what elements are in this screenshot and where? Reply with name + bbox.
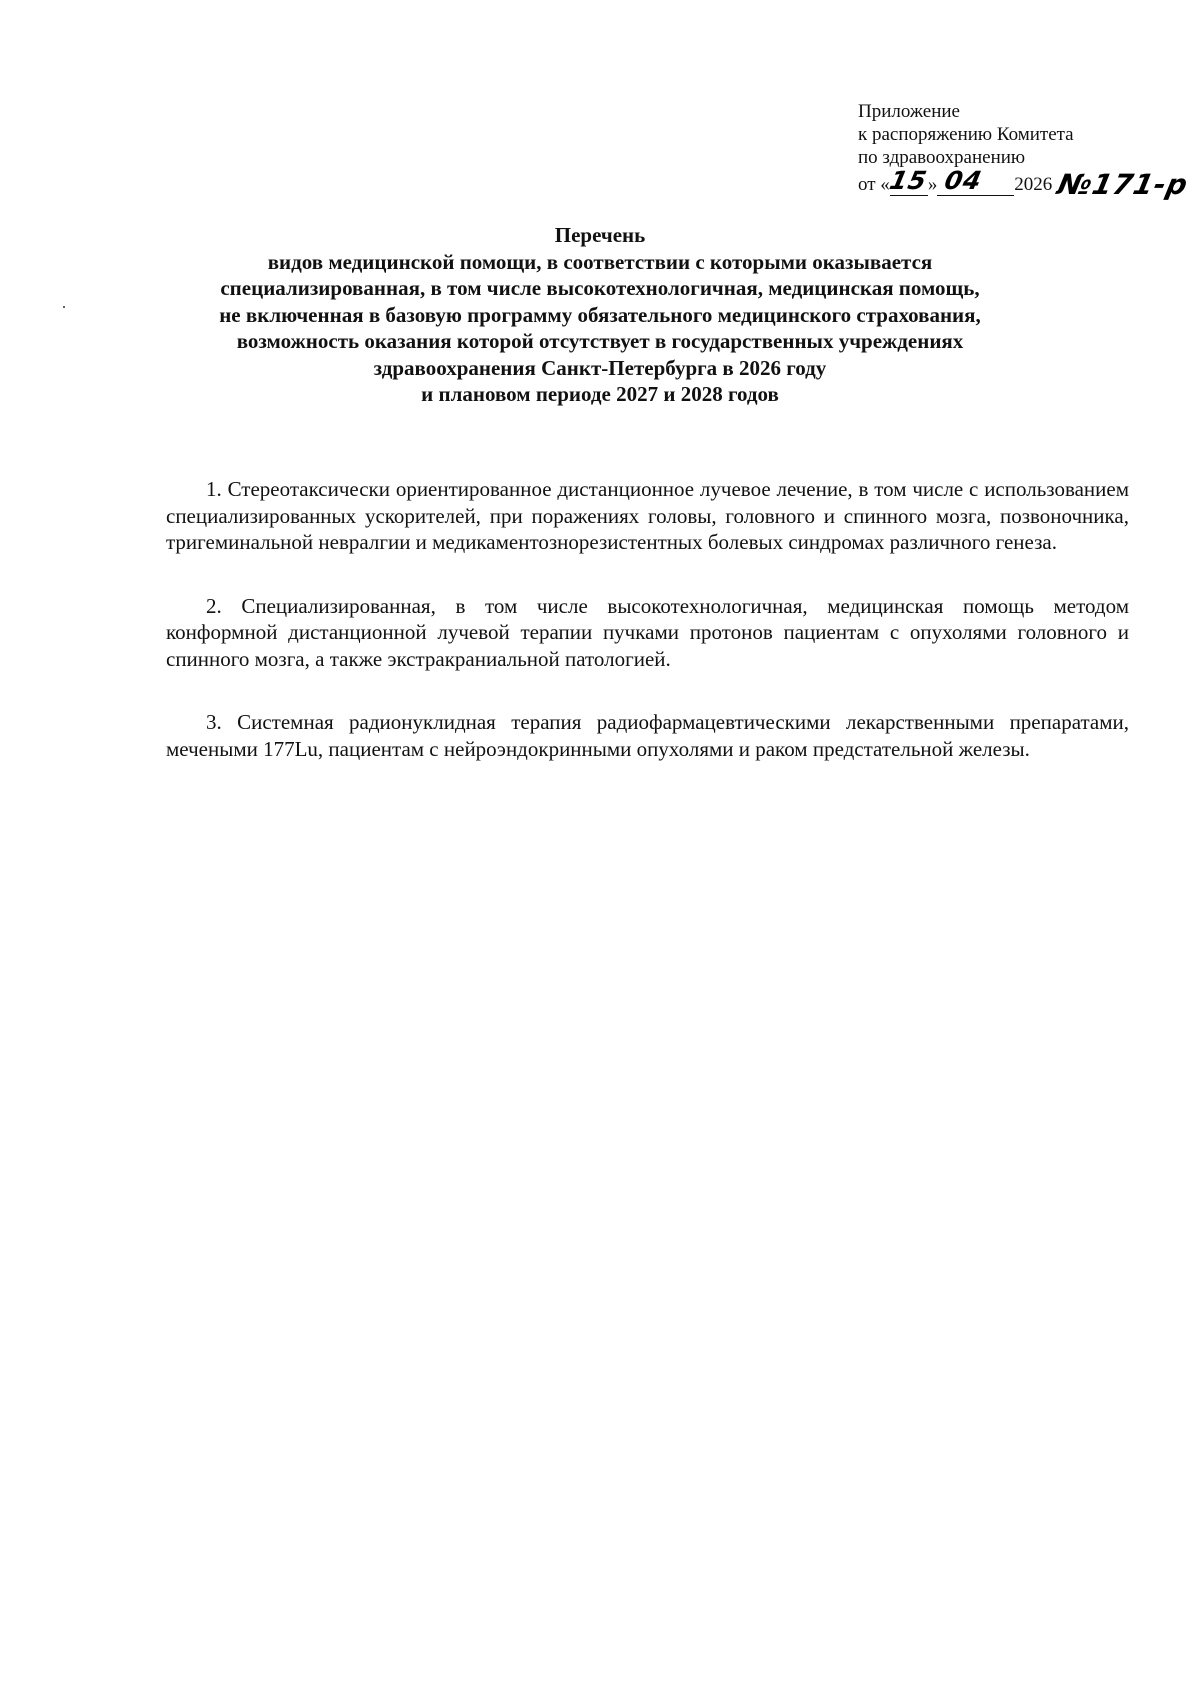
list-item: 2. Специализированная, в том числе высокотехнологичная, медицинская помощь методом конформной дистанционной лучевой терапии пучками протонов пациентам с опухолями головного и спинного мозга, а также экстракраниальной патологией. bbox=[166, 593, 1129, 671]
approval-block bbox=[858, 100, 1192, 201]
approval-line-appendix: Приложение bbox=[858, 101, 960, 122]
date-day-close: » bbox=[927, 174, 938, 195]
date-prefix: от « bbox=[858, 174, 890, 195]
title-line: специализированная, в том числе высокотехнологичная, медицинская помощь, bbox=[220, 276, 980, 300]
date-year: 2026 bbox=[1014, 174, 1053, 195]
medical-care-list bbox=[166, 476, 1129, 799]
handwritten-day: 15 bbox=[887, 166, 931, 195]
list-item: 1. Стереотаксически ориентированное дистанционное лучевое лечение, в том числе с использованием специализированных ускорителей, при поражениях головы, головного и спинного мозга, позвоночника, тригеминальной невралгии и медикаментознорезистентных болевых синдромах различного генеза. bbox=[166, 477, 1129, 554]
date-month-field bbox=[937, 166, 1014, 196]
handwritten-order-number: №171-р bbox=[1054, 168, 1192, 201]
title-heading: Перечень bbox=[554, 223, 646, 247]
title-line: не включенная в базовую программу обязательного медицинского страхования, bbox=[219, 302, 981, 327]
approval-date-line bbox=[858, 166, 1192, 201]
approval-line-order: к распоряжению Комитета bbox=[858, 124, 1074, 145]
handwritten-month: 04 bbox=[942, 166, 986, 195]
title-line: возможность оказания которой отсутствует в государственных учреждениях bbox=[236, 329, 964, 353]
date-day-field bbox=[887, 166, 931, 196]
list-item: 3. Системная радионуклидная терапия радиофармацевтическими лекарственными препаратами, мечеными 177Lu, пациентам с нейроэндокринными опухолями и раком предстательной железы. bbox=[166, 710, 1129, 761]
document-title bbox=[100, 222, 1100, 408]
title-line: и плановом периоде 2027 и 2028 годов bbox=[421, 382, 779, 406]
scan-speck bbox=[63, 306, 65, 308]
approval-line-committee: по здравоохранению bbox=[858, 147, 1026, 168]
title-line: здравоохранения Санкт-Петербурга в 2026 году bbox=[373, 355, 827, 380]
title-line: видов медицинской помощи, в соответствии с которыми оказывается bbox=[267, 249, 933, 274]
